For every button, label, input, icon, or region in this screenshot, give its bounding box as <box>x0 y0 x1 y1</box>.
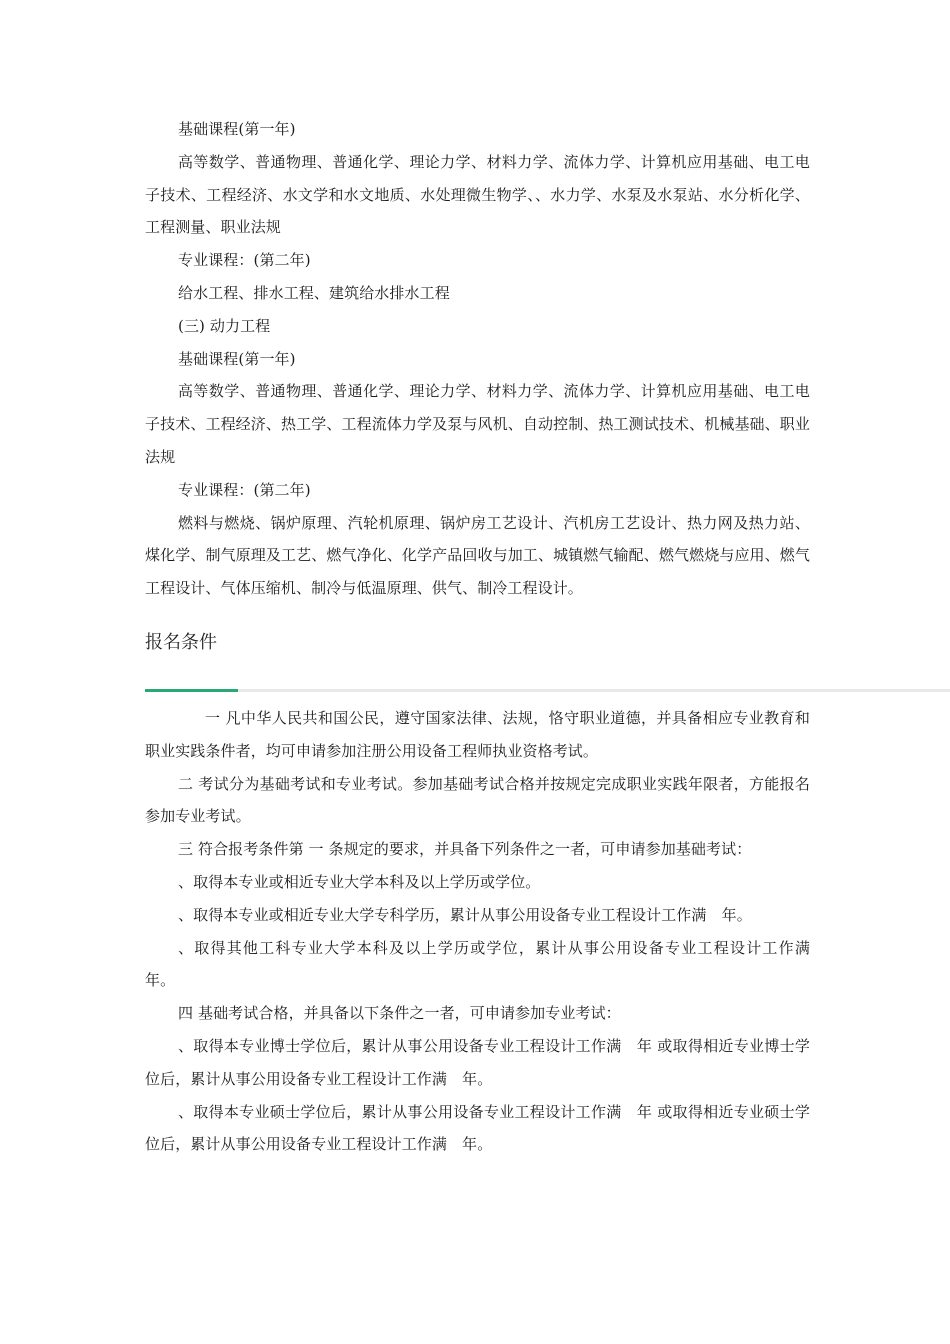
eligibility-item: 、取得本专业或相近专业大学专科学历，累计从事公用设备专业工程设计工作满 年。 <box>178 905 752 924</box>
eligibility-item: 、取得本专业或相近专业大学本科及以上学历或学位。 <box>178 872 541 891</box>
basic-courses-list: 高等数学、普通物理、普通化学、理论力学、材料力学、流体力学、计算机应用基础、电工电子技术、工程经济、水文学和水文地质、水处理微生物学、、水力学、水泵及水泵站、水分析化学、工程测量、职业法规 <box>145 152 810 237</box>
eligibility-item: 、取得其他工科专业大学本科及以上学历或学位，累计从事公用设备专业工程设计工作满 年。 <box>145 938 826 990</box>
eligibility-paragraph: 三 符合报考条件第 一 条规定的要求，并具备下列条件之一者，可申请参加基础考试： <box>178 840 752 859</box>
eligibility-paragraph: 四 基础考试合格，并具备以下条件之一者，可申请参加专业考试： <box>178 1004 621 1023</box>
basic-courses-list: 高等数学、普通物理、普通化学、理论力学、材料力学、流体力学、计算机应用基础、电工电子技术、工程经济、热工学、工程流体力学及泵与风机、自动控制、热工测试技术、机械基础、职业法规 <box>145 382 810 466</box>
curriculum-section <box>145 113 810 605</box>
section-divider <box>145 689 950 692</box>
professional-courses-list: 燃料与燃烧、锅炉原理、汽轮机原理、锅炉房工艺设计、汽机房工艺设计、热力网及热力站、煤化学、制气原理及工艺、燃气净化、化学产品回收与加工、城镇燃气输配、燃气燃烧与应用、燃气工程设计、气体压缩机、制冷与低温原理、供气、制冷工程设计。 <box>145 513 810 598</box>
basic-courses-label: 基础课程(第一年) <box>178 349 296 368</box>
professional-courses-label: 专业课程：(第二年) <box>178 251 311 270</box>
section-heading: 报名条件 <box>145 632 217 653</box>
subsection-title: (三) 动力工程 <box>178 316 271 335</box>
professional-courses-list: 给水工程、排水工程、建筑给水排水工程 <box>178 283 450 302</box>
eligibility-section <box>145 702 826 1161</box>
basic-courses-label: 基础课程(第一年) <box>178 120 296 138</box>
eligibility-item: 、取得本专业硕士学位后，累计从事公用设备专业工程设计工作满 年 或取得相近专业硕士学位后，累计从事公用设备专业工程设计工作满 年。 <box>145 1102 810 1154</box>
eligibility-item: 、取得本专业博士学位后，累计从事公用设备专业工程设计工作满 年 或取得相近专业博士学位后，累计从事公用设备专业工程设计工作满 年。 <box>145 1036 810 1088</box>
eligibility-paragraph: 二 考试分为基础考试和专业考试。参加基础考试合格并按规定完成职业实践年限者，方能报名参加专业考试。 <box>145 774 810 826</box>
section-divider-accent <box>145 689 238 692</box>
professional-courses-label: 专业课程：(第二年) <box>178 480 311 499</box>
eligibility-paragraph: 一 凡中华人民共和国公民，遵守国家法律、法规，恪守职业道德，并具备相应专业教育和职业实践条件者，均可申请参加注册公用设备工程师执业资格考试。 <box>145 709 810 760</box>
